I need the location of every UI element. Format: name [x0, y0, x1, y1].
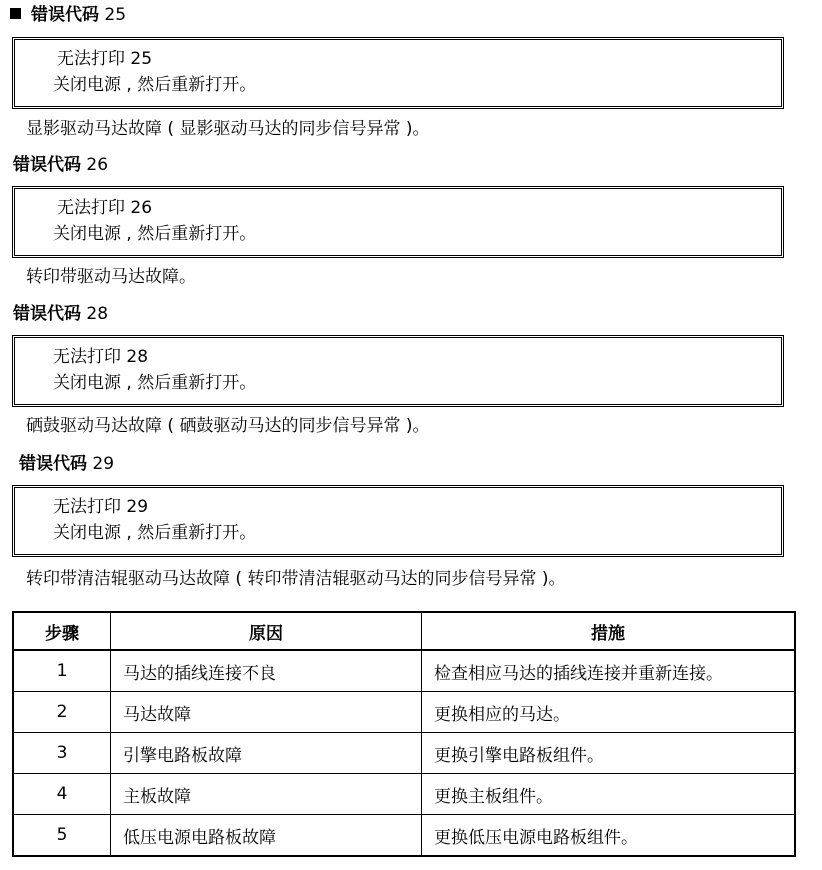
step-number: 4 — [13, 774, 111, 815]
error-code-label: 错误代码 — [13, 155, 81, 175]
table-row — [13, 733, 795, 774]
instruction-line: 关闭电源 , 然后重新打开。 — [53, 523, 257, 543]
message-box-28 — [12, 335, 784, 407]
header-action: 措施 — [422, 612, 796, 650]
action-cell: 更换相应的马达。 — [422, 692, 796, 733]
message-line: 无法打印 25 — [57, 49, 153, 69]
instruction-line: 关闭电源 , 然后重新打开。 — [53, 75, 257, 95]
table-row — [13, 650, 795, 692]
description-28: 硒鼓驱动马达故障 ( 硒鼓驱动马达的同步信号异常 )。 — [26, 416, 430, 436]
action-cell: 更换低压电源电路板组件。 — [422, 815, 796, 857]
header-step: 步骤 — [13, 612, 111, 650]
action-cell: 检查相应马达的插线连接并重新连接。 — [422, 650, 796, 692]
error-code-heading-28 — [13, 303, 108, 325]
error-code-heading-26 — [13, 154, 108, 176]
message-line: 无法打印 29 — [53, 497, 149, 517]
error-code-heading-29 — [19, 453, 114, 475]
instruction-line: 关闭电源 , 然后重新打开。 — [53, 373, 257, 393]
cause-cell: 引擎电路板故障 — [111, 733, 422, 774]
cause-cell: 马达的插线连接不良 — [111, 650, 422, 692]
error-code-label: 错误代码 — [13, 304, 81, 324]
action-cell: 更换引擎电路板组件。 — [422, 733, 796, 774]
error-code-value: 26 — [86, 155, 109, 175]
description-25: 显影驱动马达故障 ( 显影驱动马达的同步信号异常 )。 — [26, 119, 430, 139]
message-line: 无法打印 28 — [53, 347, 149, 367]
description-29: 转印带清洁辊驱动马达故障 ( 转印带清洁辊驱动马达的同步信号异常 )。 — [26, 569, 566, 589]
error-code-label: 错误代码 — [31, 5, 99, 25]
troubleshooting-table — [12, 611, 796, 857]
square-bullet-icon — [10, 8, 21, 19]
message-box-26 — [12, 186, 784, 258]
error-code-heading-25 — [10, 4, 126, 26]
table-row — [13, 692, 795, 733]
cause-cell: 主板故障 — [111, 774, 422, 815]
error-code-label: 错误代码 — [19, 454, 87, 474]
message-line: 无法打印 26 — [57, 198, 153, 218]
cause-cell: 低压电源电路板故障 — [111, 815, 422, 857]
error-code-value: 28 — [86, 304, 109, 324]
table-header-row — [13, 612, 795, 650]
table-row — [13, 815, 795, 857]
message-box-25 — [12, 37, 784, 109]
step-number: 1 — [13, 650, 111, 692]
action-cell: 更换主板组件。 — [422, 774, 796, 815]
instruction-line: 关闭电源 , 然后重新打开。 — [53, 224, 257, 244]
step-number: 3 — [13, 733, 111, 774]
message-box-29 — [12, 485, 784, 557]
header-cause: 原因 — [111, 612, 422, 650]
error-code-value: 25 — [104, 5, 127, 25]
table-row — [13, 774, 795, 815]
description-26: 转印带驱动马达故障。 — [26, 267, 196, 287]
step-number: 2 — [13, 692, 111, 733]
cause-cell: 马达故障 — [111, 692, 422, 733]
error-code-value: 29 — [92, 454, 115, 474]
step-number: 5 — [13, 815, 111, 857]
